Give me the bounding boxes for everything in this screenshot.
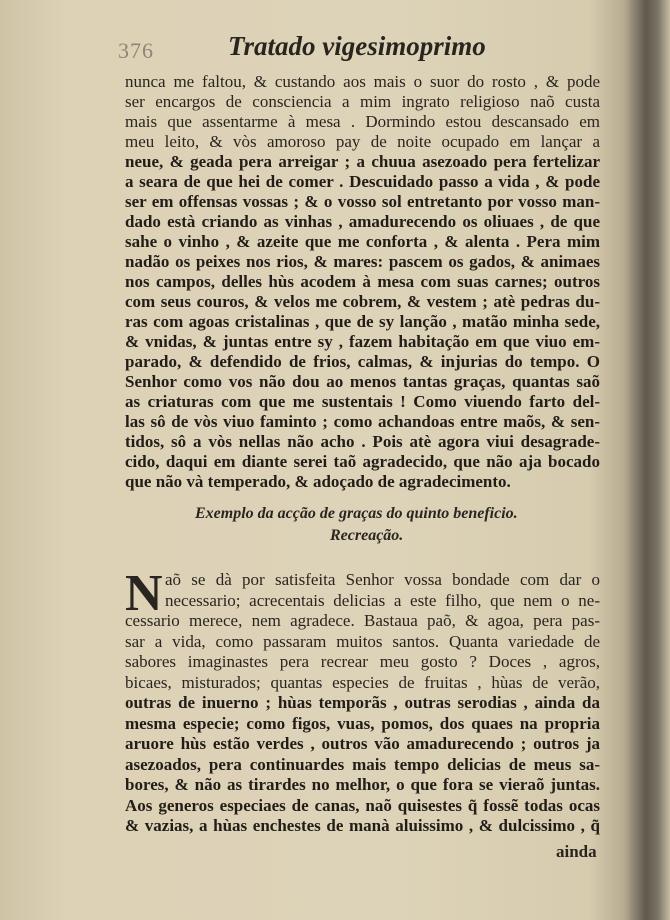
catchword: ainda: [556, 842, 597, 861]
text-line: nos campos, delles hùs acodem à mesa com suas carnes; outros: [125, 272, 600, 291]
text-line: neue, & geada pera arreigar ; a chuua asezoado pera fertelizar: [125, 152, 600, 171]
text-line-row: [125, 92, 600, 112]
text-line-row: [165, 570, 600, 590]
text-line-row: [125, 172, 600, 192]
page-number: 376: [118, 38, 154, 63]
text-line: as criaturas com que me sustentais ! Como viuendo farto del-: [125, 392, 600, 411]
text-line-row: [125, 432, 600, 452]
text-line-row: [125, 714, 600, 734]
text-line: bicaes, misturados; quantas especies de fruitas , hùas de verão,: [125, 673, 600, 692]
text-line: cido, daqui em diante serei taõ agradecido, que não aja bocado: [125, 452, 600, 471]
drop-cap: N: [125, 565, 163, 622]
text-line-row: [125, 272, 600, 292]
text-line: ser encargos de consciencia a mim ingrato religioso naõ custa: [125, 92, 600, 111]
text-line-row: [125, 652, 600, 672]
text-line-row: [125, 192, 600, 212]
text-line: Aos generos especiaes de canas, naõ quisestes q̃ fossẽ todas ocas: [125, 796, 600, 815]
text-line-row: [125, 452, 600, 472]
text-line-row: [125, 472, 600, 492]
section-title: Exemplo da acção de graças do quinto beneficio.: [195, 505, 518, 522]
text-line: dado està criando as vinhas , amadurecendo os oliuaes , de que: [125, 212, 600, 231]
running-head: Tratado vigesimoprimo: [228, 31, 486, 61]
text-line: aõ se dà por satisfeita Senhor vossa bondade com dar o: [165, 570, 600, 589]
text-line: a seara de que hei de comer . Descuidado passo a vida , & pode: [125, 172, 600, 191]
text-line: nadão os peixes nos rios, & mares: pascem os gados, & animaes: [125, 252, 600, 271]
text-line: outras de inuerno ; hùas temporãs , outras serodias , ainda da: [125, 693, 600, 712]
text-line-row: [125, 392, 600, 412]
text-line: asezoados, pera continuardes mais tempo delicias de meus sa-: [125, 755, 600, 774]
text-line-row: [125, 693, 600, 713]
text-line: sahe o vinho , & azeite que me conforta , & alenta . Pera mim: [125, 232, 600, 251]
text-line: bores, & não as tirardes no melhor, o que fora se vieraõ juntas.: [125, 775, 600, 794]
text-line-row: [125, 232, 600, 252]
section-subtitle: Recreação.: [330, 527, 404, 544]
text-line: aruore hùs estão verdes , outros vão amadurecendo ; outros ja: [125, 734, 600, 753]
text-line-row: [125, 796, 600, 816]
text-line-row: [125, 632, 600, 652]
text-line: que não và temperado, & adoçado de agradecimento.: [125, 472, 511, 491]
text-line: com seus couros, & velos me cobrem, & vestem ; atè pedras du-: [125, 292, 600, 311]
text-line: & vazias, a hùas enchestes de manà aluissimo , & dulcissimo , q̃: [125, 816, 600, 835]
text-line-row: [125, 132, 600, 152]
text-line-row: [125, 252, 600, 272]
text-line-row: [125, 332, 600, 352]
text-line-row: [125, 352, 600, 372]
text-line-row: [125, 292, 600, 312]
text-line-row: [125, 312, 600, 332]
text-line: meu leito, & vòs amoroso pay de noite ocupado em lançar a: [125, 132, 600, 151]
text-line-row: [125, 412, 600, 432]
text-line-row: [125, 755, 600, 775]
text-line-row: [125, 611, 600, 631]
text-line-row: [165, 591, 600, 611]
text-line: tidos, sô a vòs nellas não acho . Pois atè agora viui desagrade-: [125, 432, 600, 451]
text-line-row: [125, 816, 600, 836]
text-line-row: [125, 673, 600, 693]
text-line-row: [125, 372, 600, 392]
text-line: ser em offensas vossas ; & o vosso sol entretanto por vosso man-: [125, 192, 600, 211]
text-line-row: [125, 212, 600, 232]
text-line: sabores imaginastes pera recrear meu gosto ? Doces , agros,: [125, 652, 600, 671]
text-line-row: [125, 112, 600, 132]
text-line: Senhor como vos não dou ao menos tantas graças, quantas saõ: [125, 372, 600, 391]
text-line: necessario; acrecentais delicias a este filho, que nem o ne-: [165, 591, 600, 610]
text-line-row: [125, 775, 600, 795]
text-line: nunca me faltou, & custando aos mais o suor do rosto , & pode: [125, 72, 600, 91]
text-line: mais que assentarme à mesa . Dormindo estou descansado em: [125, 112, 600, 131]
text-line: mesma especie; como figos, vuas, pomos, dos quaes na propria: [125, 714, 600, 733]
text-line-row: [125, 734, 600, 754]
text-line-row: [125, 72, 600, 92]
text-line: cessario merece, nem agradece. Bastaua paõ, & agoa, pera pas-: [125, 611, 600, 630]
text-line-row: [125, 152, 600, 172]
text-line: sar a vida, como passaram muitos santos. Quanta variedade de: [125, 632, 600, 651]
text-line: las sô de vòs viuo faminto ; como achandoas entre maõs, & sen-: [125, 412, 600, 431]
text-line: parado, & defendido de frios, calmas, & injurias do tempo. O: [125, 352, 600, 371]
book-gutter-edge: [630, 0, 670, 920]
text-line: & vnidas, & juntas entre sy , fazem habitação em que viuo em-: [125, 332, 600, 351]
text-line: ras com agoas cristalinas , que de sy lanção , matão minha sede,: [125, 312, 600, 331]
